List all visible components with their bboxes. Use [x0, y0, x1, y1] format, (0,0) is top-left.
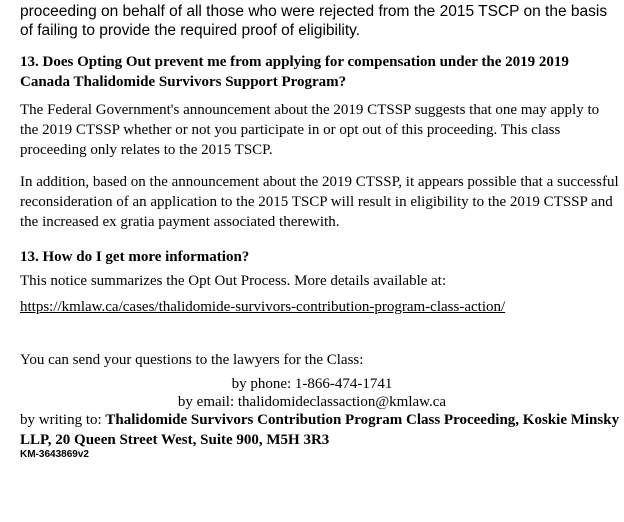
summary-text: This notice summarizes the Opt Out Process. More details available at: — [20, 273, 447, 289]
paragraph-announcement: The Federal Government's announcement about the 2019 CTSSP suggests that one may apply to the 2019 CTSSP whether or not you participate in or opt out of this proceeding. This class proceeding only relates to the 2015 TSCP. — [20, 102, 600, 158]
document-reference: KM-3643869v2 — [20, 449, 89, 460]
paragraph-reconsideration: In addition, based on the announcement about the 2019 CTSSP, it appears possible that a successful reconsideration of an application to the 2015 TSCP will result in eligibility to the 2019 CTSSP and the increased ex gratia payment associated therewith. — [20, 174, 619, 230]
section-heading-more-info: 13. How do I get more information? — [20, 249, 250, 265]
contact-phone: by phone: 1-866-474-1741 — [231, 376, 393, 392]
writing-address: Thalidomide Survivors Contribution Program Class Proceeding, Koskie Minsky LLP, 20 Queen Street West, Suite 900, M5H 3R3 — [20, 412, 620, 448]
section-heading-opt-out: 13. Does Opting Out prevent me from applying for compensation under the 2019 2019 Canada Thalidomide Survivors Support Program? — [20, 54, 569, 90]
writing-prefix: by writing to: — [20, 412, 106, 428]
contact-writing — [20, 410, 620, 450]
contact-email: by email: thalidomideclassaction@kmlaw.ca — [177, 394, 447, 410]
contact-intro: You can send your questions to the lawyers for the Class: — [20, 352, 364, 368]
info-link[interactable]: https://kmlaw.ca/cases/thalidomide-survivors-contribution-program-class-action/ — [20, 299, 506, 315]
intro-paragraph: proceeding on behalf of all those who were rejected from the 2015 TSCP on the basis of failing to provide the required proof of eligibility. — [20, 3, 608, 39]
